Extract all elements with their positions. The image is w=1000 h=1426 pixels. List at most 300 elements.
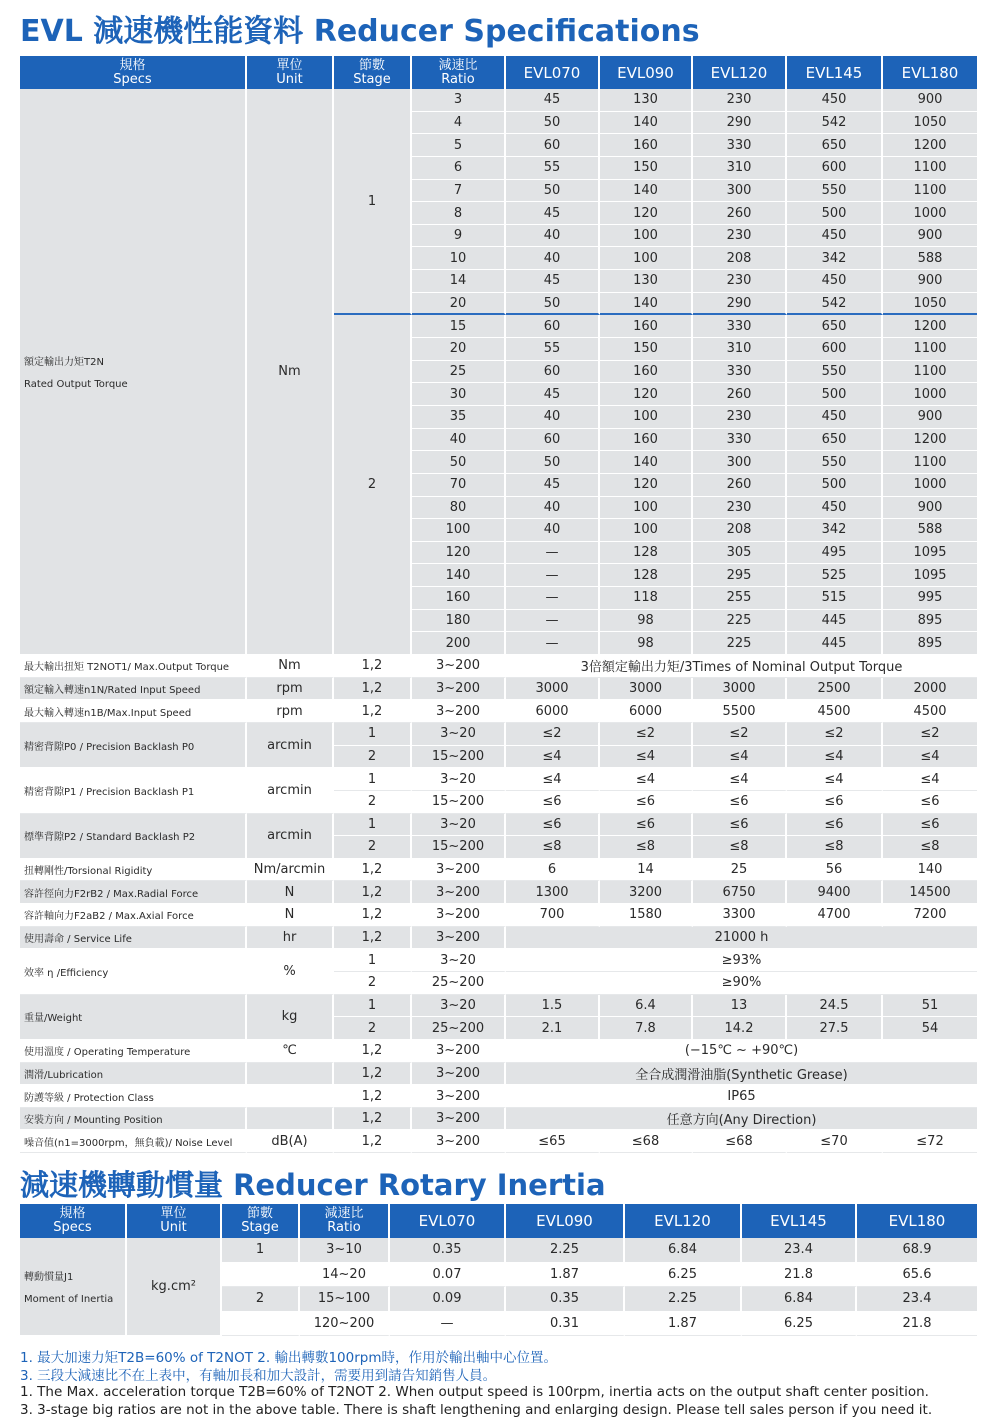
spec-unit [247,1063,334,1086]
table-cell: 700 [506,904,600,927]
table-cell: 5 [412,134,506,157]
table-cell: 895 [883,610,977,633]
table-cell: ≤6 [787,791,883,814]
table-cell: 1.87 [625,1312,742,1337]
table-cell: ≤2 [506,723,600,746]
table-cell: 118 [600,587,693,610]
table-cell: 2000 [883,678,977,701]
spec-label: 容許徑向力F2rB2 / Max.Radial Force [20,881,247,904]
table-cell: 542 [787,293,883,316]
table-cell: 550 [787,451,883,474]
table-cell: 1050 [883,112,977,135]
table-cell: 9 [412,225,506,248]
page-title: EVL 減速機性能資料 Reducer Specifications [20,14,700,49]
table-cell: 140 [412,564,506,587]
table-cell: 445 [787,610,883,633]
col-model: EVL090 [600,56,693,89]
table-cell: 1050 [883,293,977,316]
table-cell: 160 [600,429,693,452]
stage-cell: 1,2 [334,927,412,950]
table-cell: 9400 [787,881,883,904]
spec-unit: kg [247,995,334,1040]
table-cell: 450 [787,497,883,520]
table-cell: — [506,632,600,655]
table-cell: 260 [693,383,787,406]
table-row [20,89,977,112]
table-cell: 160 [600,134,693,157]
spec-unit: % [247,949,334,994]
col-ratio: 減速比 Ratio [300,1204,390,1238]
ratio-cell: 15~200 [412,791,506,814]
ratio-cell: 3~200 [412,881,506,904]
spec-label: 精密背隙P1 / Precision Backlash P1 [20,768,247,813]
table-row [20,678,977,701]
table-row [20,1130,977,1153]
table-cell: 45 [506,270,600,293]
table-cell: 225 [693,632,787,655]
table-cell: ≤2 [787,723,883,746]
table-cell: 3000 [693,678,787,701]
spec-label: 安裝方向 / Mounting Position [20,1108,247,1131]
table-row [20,655,977,678]
table-cell: ≤8 [883,836,977,859]
table-cell: 21.8 [857,1312,977,1337]
table-cell: — [506,610,600,633]
table-cell: 1100 [883,157,977,180]
table-cell: 140 [600,180,693,203]
stage-cell: 1,2 [334,678,412,701]
table-cell: 6.25 [742,1312,857,1337]
table-cell: ≤6 [506,791,600,814]
table-cell: 225 [693,610,787,633]
table-cell: 60 [506,134,600,157]
ratio-cell: 15~200 [412,836,506,859]
table-cell: ≤6 [787,814,883,837]
ratio-cell: 3~200 [412,1130,506,1153]
table-cell: 550 [787,180,883,203]
table-cell: 0.35 [506,1287,625,1312]
table-cell: 260 [693,202,787,225]
ratio-cell: 3~200 [412,678,506,701]
stage-cell [222,1312,300,1337]
table-cell: 500 [787,474,883,497]
table-cell: 10 [412,247,506,270]
table-cell: 290 [693,293,787,316]
table-cell: 160 [412,587,506,610]
table-cell: 650 [787,134,883,157]
table-row [20,723,977,746]
table-cell: 100 [600,406,693,429]
table-cell: 6.84 [625,1238,742,1263]
table-row [20,1085,977,1108]
table-cell: 6.25 [625,1263,742,1288]
spec-label: 最大輸出扭矩 T2NOT1/ Max.Output Torque [20,655,247,678]
note-zh-2: 3. 三段大減速比不在上表中，有軸加長和加大設計，需要用到請告知銷售人員。 [20,1368,497,1384]
table-cell: ≤65 [506,1130,600,1153]
table-cell: 40 [506,497,600,520]
table-cell: 515 [787,587,883,610]
spec-span-value: 3倍額定輸出力矩/3Times of Nominal Output Torque [506,655,977,678]
table-cell: 4700 [787,904,883,927]
stage-cell: 1,2 [334,655,412,678]
table-cell: 7200 [883,904,977,927]
table-cell: 330 [693,134,787,157]
ratio-cell: 15~200 [412,746,506,769]
table-cell: 310 [693,338,787,361]
spec-unit: N [247,881,334,904]
note-zh-1: 1. 最大加速力矩T2B=60% of T2NOT 2. 輸出轉數100rpm時，作用於輸出軸中心位置。 [20,1350,557,1366]
ratio-cell: 3~10 [300,1238,390,1263]
table-cell: 128 [600,542,693,565]
table-cell: 900 [883,225,977,248]
stage-cell: 1,2 [334,700,412,723]
spec-span-value: IP65 [506,1085,977,1108]
ratio-cell: 3~20 [412,723,506,746]
table-cell: 542 [787,112,883,135]
table-row [20,1040,977,1063]
ratio-cell: 3~200 [412,700,506,723]
table-cell: 1200 [883,134,977,157]
table-cell: ≤4 [787,746,883,769]
table-cell: 1000 [883,474,977,497]
spec-unit: arcmin [247,768,334,813]
table-cell: ≤6 [883,791,977,814]
table-cell: 900 [883,406,977,429]
table-cell: 230 [693,225,787,248]
table-cell: 51 [883,995,977,1018]
inertia-title: 減速機轉動慣量 Reducer Rotary Inertia [20,1168,606,1202]
table-cell: 40 [506,406,600,429]
table-row [20,1108,977,1131]
table-cell: 40 [506,247,600,270]
table-cell: 100 [600,497,693,520]
table-cell: 1.5 [506,995,600,1018]
spec-label: 最大輸入轉速n1B/Max.Input Speed [20,700,247,723]
table-cell: ≤4 [693,768,787,791]
table-cell: ≤6 [693,814,787,837]
ratio-cell: 14~20 [300,1263,390,1288]
col-unit: 單位 Unit [127,1204,222,1238]
spec-label: 精密背隙P0 / Precision Backlash P0 [20,723,247,768]
table-cell: 310 [693,157,787,180]
ratio-cell: 3~20 [412,949,506,972]
table-row [20,1063,977,1086]
table-cell: 650 [787,429,883,452]
ratio-cell: 25~200 [412,1017,506,1040]
table-cell: 50 [506,180,600,203]
table-cell: 6 [412,157,506,180]
stage-cell: 1 [334,768,412,791]
table-cell: 208 [693,519,787,542]
table-cell: 330 [693,361,787,384]
table-cell: ≤6 [600,791,693,814]
spec-unit [247,1085,334,1108]
table-cell: 0.07 [390,1263,506,1288]
table-cell: — [390,1312,506,1337]
table-cell: 140 [600,451,693,474]
stage-cell: 2 [334,791,412,814]
table-cell: 260 [693,474,787,497]
table-cell: 900 [883,497,977,520]
table-cell: ≤68 [600,1130,693,1153]
table-cell: ≤2 [600,723,693,746]
table-cell: ≤6 [506,814,600,837]
table-cell: ≤4 [506,746,600,769]
table-cell: ≤4 [787,768,883,791]
table-cell: 1580 [600,904,693,927]
table-cell: 140 [883,859,977,882]
table-cell: ≤4 [693,746,787,769]
stage-cell: 2 [334,315,412,655]
table-cell: 650 [787,315,883,338]
col-model: EVL120 [625,1204,742,1238]
inertia-label-zh: 轉動慣量J1 [24,1272,74,1283]
spec-unit [247,1108,334,1131]
spec-label: 標準背隙P2 / Standard Backlash P2 [20,814,247,859]
table-cell: ≤8 [506,836,600,859]
stage-cell: 2 [334,836,412,859]
table-cell: 1300 [506,881,600,904]
table-cell: 600 [787,157,883,180]
table-cell: ≤4 [883,768,977,791]
spec-label: 容許軸向力F2aB2 / Max.Axial Force [20,904,247,927]
stage-cell: 2 [334,746,412,769]
table-cell: 98 [600,632,693,655]
spec-unit: arcmin [247,814,334,859]
table-cell: 1000 [883,383,977,406]
stage-cell: 1,2 [334,1040,412,1063]
table-cell: 495 [787,542,883,565]
col-model: EVL145 [742,1204,857,1238]
table-cell: 230 [693,497,787,520]
table-row [20,927,977,950]
table-cell: 500 [787,383,883,406]
table-cell: 7.8 [600,1017,693,1040]
table-cell: 588 [883,247,977,270]
table-cell: 14.2 [693,1017,787,1040]
spec-label: 使用溫度 / Operating Temperature [20,1040,247,1063]
table-cell: ≤8 [787,836,883,859]
table-cell: 300 [693,180,787,203]
table-cell: 230 [693,270,787,293]
table-cell: 65.6 [857,1263,977,1288]
table-cell: 45 [506,474,600,497]
torque-label [20,89,247,655]
col-model: EVL145 [787,56,883,89]
stage-cell: 1 [334,949,412,972]
table-cell: 23.4 [857,1287,977,1312]
ratio-cell: 3~200 [412,904,506,927]
table-header-row [20,56,977,89]
table-cell: 2500 [787,678,883,701]
table-cell: 60 [506,315,600,338]
table-cell: 6.4 [600,995,693,1018]
stage-cell: 1 [222,1238,300,1263]
inertia-row [20,1238,977,1263]
spec-span-value: ≥93% [506,949,977,972]
table-cell: 40 [412,429,506,452]
table-cell: 450 [787,406,883,429]
table-cell: ≤68 [693,1130,787,1153]
table-cell: 300 [693,451,787,474]
table-cell: 6.84 [742,1287,857,1312]
col-ratio: 減速比 Ratio [412,56,506,89]
stage-cell: 1 [334,89,412,315]
table-cell: 3000 [600,678,693,701]
table-cell: 98 [600,610,693,633]
table-cell: 70 [412,474,506,497]
table-cell: — [506,564,600,587]
table-cell: 1200 [883,315,977,338]
table-cell: 25 [412,361,506,384]
ratio-cell: 3~200 [412,859,506,882]
inertia-label [20,1238,127,1336]
table-cell: — [506,542,600,565]
table-cell: 20 [412,338,506,361]
table-cell: 6 [506,859,600,882]
table-cell: 450 [787,225,883,248]
table-cell: 23.4 [742,1238,857,1263]
table-cell: 128 [600,564,693,587]
table-cell: 230 [693,406,787,429]
stage-cell: 2 [334,972,412,995]
table-cell: 55 [506,338,600,361]
spec-label: 防護等級 / Protection Class [20,1085,247,1108]
spec-span-value: 21000 h [506,927,977,950]
spec-unit: rpm [247,700,334,723]
spec-label: 潤滑/Lubrication [20,1063,247,1086]
table-cell: 6750 [693,881,787,904]
col-model: EVL180 [857,1204,977,1238]
table-cell: 40 [506,519,600,542]
col-specs: 規格 Specs [20,56,247,89]
stage-cell: 1,2 [334,859,412,882]
col-model: EVL070 [506,56,600,89]
table-cell: 27.5 [787,1017,883,1040]
spec-label: 噪音值(n1=3000rpm，無負載)/ Noise Level [20,1130,247,1153]
table-cell: ≤4 [600,768,693,791]
spec-unit: rpm [247,678,334,701]
table-cell: 0.31 [506,1312,625,1337]
stage-cell: 1,2 [334,881,412,904]
table-cell: 140 [600,293,693,316]
table-cell: 7 [412,180,506,203]
spec-label: 效率 η /Efficiency [20,949,247,994]
table-cell: ≤2 [883,723,977,746]
inertia-header-row [20,1204,977,1238]
table-cell: 56 [787,859,883,882]
table-cell: 45 [506,89,600,112]
table-cell: 120 [600,202,693,225]
col-specs: 規格 Specs [20,1204,127,1238]
table-cell: 50 [506,293,600,316]
table-cell: 1200 [883,429,977,452]
table-row [20,881,977,904]
table-cell: 895 [883,632,977,655]
table-cell: 55 [506,157,600,180]
table-cell: 45 [506,202,600,225]
table-cell: 1095 [883,564,977,587]
ratio-cell: 3~20 [412,768,506,791]
ratio-cell: 3~20 [412,814,506,837]
table-cell: 330 [693,429,787,452]
table-cell: 30 [412,383,506,406]
table-cell: 525 [787,564,883,587]
table-cell: 3200 [600,881,693,904]
table-cell: 330 [693,315,787,338]
table-cell: 6000 [600,700,693,723]
table-cell: 500 [787,202,883,225]
ratio-cell: 3~200 [412,1063,506,1086]
table-cell: 60 [506,429,600,452]
spec-label: 使用壽命 / Service Life [20,927,247,950]
stage-cell: 1 [334,995,412,1018]
inertia-unit: kg.cm² [127,1238,222,1336]
table-cell: 68.9 [857,1238,977,1263]
torque-label-zh: 額定輸出力矩T2N [24,357,104,368]
table-cell: 20 [412,293,506,316]
stage-cell: 1,2 [334,1085,412,1108]
table-cell: 3000 [506,678,600,701]
stage-cell: 1,2 [334,904,412,927]
table-cell: ≤6 [883,814,977,837]
table-cell: 295 [693,564,787,587]
table-cell: ≤6 [693,791,787,814]
table-cell: 6000 [506,700,600,723]
table-cell: ≤70 [787,1130,883,1153]
table-row [20,949,977,972]
table-cell: 100 [412,519,506,542]
table-cell: 25 [693,859,787,882]
table-cell: 3 [412,89,506,112]
table-cell: 14500 [883,881,977,904]
table-cell: 1100 [883,338,977,361]
table-cell: 40 [506,225,600,248]
torque-label-en: Rated Output Torque [24,379,128,390]
table-cell: 450 [787,270,883,293]
spec-unit: Nm/arcmin [247,859,334,882]
table-cell: 45 [506,383,600,406]
table-cell: ≤8 [693,836,787,859]
table-cell: 200 [412,632,506,655]
table-row [20,814,977,837]
table-cell: 100 [600,247,693,270]
table-cell: ≤4 [883,746,977,769]
table-cell: 14 [600,859,693,882]
spec-span-value: 任意方向(Any Direction) [506,1108,977,1131]
table-row [20,700,977,723]
table-cell: 160 [600,361,693,384]
stage-cell: 1,2 [334,1130,412,1153]
table-cell: 208 [693,247,787,270]
table-cell: 100 [600,225,693,248]
spec-table [20,56,977,1153]
table-cell: 600 [787,338,883,361]
table-cell: 150 [600,157,693,180]
table-cell: ≤8 [600,836,693,859]
table-cell: 140 [600,112,693,135]
spec-unit: dB(A) [247,1130,334,1153]
table-cell: 8 [412,202,506,225]
table-cell: 21.8 [742,1263,857,1288]
table-cell: 1100 [883,180,977,203]
spec-span-value: 全合成潤滑油脂(Synthetic Grease) [506,1063,977,1086]
table-cell: 60 [506,361,600,384]
table-row [20,995,977,1018]
table-row [20,904,977,927]
table-row [20,859,977,882]
table-cell: 120 [600,383,693,406]
